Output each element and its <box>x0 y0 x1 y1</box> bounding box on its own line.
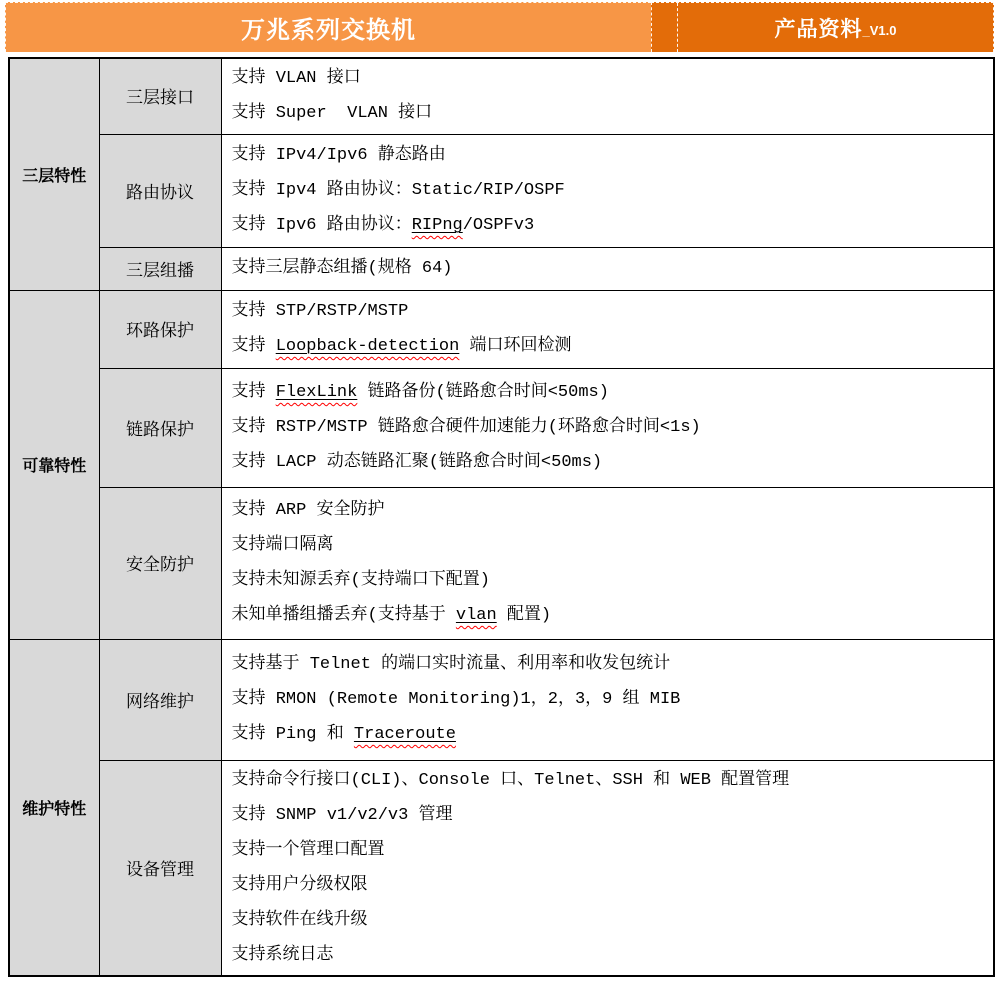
feature-line: 支持三层静态组播(规格 64) <box>231 259 453 278</box>
feature-line: 支持 Ipv6 路由协议：RIPng/OSPFv3 <box>231 216 535 235</box>
table-row <box>9 58 994 134</box>
table-row <box>9 290 994 368</box>
table-row <box>9 134 994 247</box>
underlined-term: FlexLink <box>275 383 358 402</box>
feature-line: 支持 ARP 安全防护 <box>231 501 385 520</box>
feature-line: 支持命令行接口(CLI)、Console 口、Telnet、SSH 和 WEB 配置管理 <box>231 770 790 790</box>
details-cell <box>221 760 994 976</box>
feature-line: 支持系统日志 <box>231 945 334 965</box>
category-cell: 维护特性 <box>9 639 99 976</box>
spec-table <box>8 57 995 977</box>
details-cell <box>221 247 994 290</box>
feature-line: 支持 IPv4/Ipv6 静态路由 <box>231 146 446 165</box>
feature-line: 支持 Super VLAN 接口 <box>231 104 433 124</box>
details-cell <box>221 368 994 487</box>
feature-line: 支持 Ipv4 路由协议：Static/RIP/OSPF <box>231 181 565 200</box>
feature-line: 支持基于 Telnet 的端口实时流量、利用率和收发包统计 <box>231 655 671 674</box>
details-cell <box>221 639 994 760</box>
details-cell <box>221 487 994 639</box>
table-row <box>9 247 994 290</box>
feature-line: 支持 RSTP/MSTP 链路愈合硬件加速能力(环路愈合时间<1s) <box>231 418 701 437</box>
feature-line: 支持 RMON (Remote Monitoring)1，2，3，9 组 MIB <box>231 690 681 709</box>
table-row <box>9 760 994 976</box>
subcategory-cell: 三层组播 <box>99 247 221 290</box>
header-doc-cell <box>651 2 994 52</box>
feature-line: 支持一个管理口配置 <box>231 840 385 860</box>
subcategory-cell: 网络维护 <box>99 639 221 760</box>
details-cell <box>221 134 994 247</box>
feature-line: 支持 LACP 动态链路汇聚(链路愈合时间<50ms) <box>231 453 603 472</box>
underlined-term: Traceroute <box>353 725 456 744</box>
details-cell <box>221 58 994 134</box>
subcategory-cell: 安全防护 <box>99 487 221 639</box>
feature-line: 支持 Ping 和 Traceroute <box>231 725 456 744</box>
table-row <box>9 368 994 487</box>
header-title-cell <box>5 2 651 52</box>
feature-line: 支持软件在线升级 <box>231 910 368 930</box>
spec-table-body <box>9 58 994 976</box>
feature-line: 支持用户分级权限 <box>231 875 368 895</box>
table-row <box>9 487 994 639</box>
doc-label: 产品资料 <box>774 17 863 41</box>
subcategory-cell: 路由协议 <box>99 134 221 247</box>
page-title: 万兆系列交换机 <box>241 17 416 44</box>
feature-line: 支持 FlexLink 链路备份(链路愈合时间<50ms) <box>231 383 609 402</box>
feature-line: 支持 VLAN 接口 <box>231 69 361 89</box>
doc-version: _V1.0 <box>862 23 897 38</box>
feature-line: 支持 STP/RSTP/MSTP <box>231 302 409 321</box>
underlined-term: vlan <box>455 606 497 625</box>
document-header <box>5 2 994 52</box>
underlined-term: RIPng <box>411 216 463 235</box>
category-cell: 可靠特性 <box>9 290 99 639</box>
subcategory-cell: 链路保护 <box>99 368 221 487</box>
underlined-term: Loopback-detection <box>275 337 460 356</box>
table-row <box>9 639 994 760</box>
details-cell <box>221 290 994 368</box>
feature-line: 未知单播组播丢弃(支持基于 vlan 配置) <box>231 606 552 625</box>
header-divider <box>652 3 678 52</box>
feature-line: 支持未知源丢弃(支持端口下配置) <box>231 571 490 590</box>
feature-line: 支持 Loopback-detection 端口环回检测 <box>231 337 572 356</box>
category-cell: 三层特性 <box>9 58 99 290</box>
subcategory-cell: 三层接口 <box>99 58 221 134</box>
feature-line: 支持端口隔离 <box>231 536 334 555</box>
subcategory-cell: 设备管理 <box>99 760 221 976</box>
subcategory-cell: 环路保护 <box>99 290 221 368</box>
doc-info <box>678 3 993 52</box>
feature-line: 支持 SNMP v1/v2/v3 管理 <box>231 805 453 825</box>
